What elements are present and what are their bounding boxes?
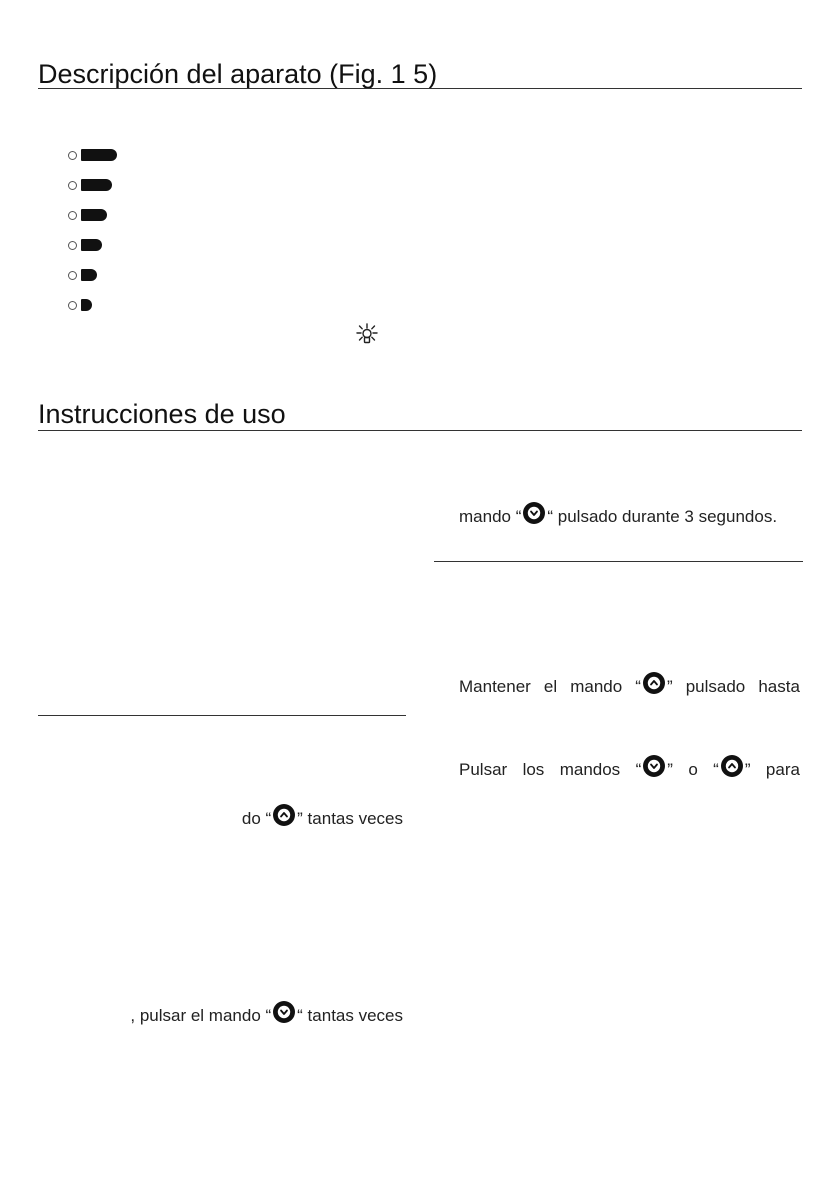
section-title-instructions: Instrucciones de uso [38, 399, 286, 429]
text-fragment: pulsado [685, 677, 746, 696]
text-fragment: mando [570, 677, 623, 696]
text-fragment: “ tantas veces [297, 1006, 403, 1025]
text-fragment: ” [666, 677, 673, 696]
led-ring-icon [68, 301, 77, 310]
led-ring-icon [68, 271, 77, 280]
text-fragment: ” tantas veces [297, 809, 403, 828]
text-fragment: el [543, 677, 558, 696]
led-level-bar-icon [81, 209, 107, 221]
text-fragment: do “ [241, 809, 272, 828]
text-fragment: para [765, 760, 800, 779]
instruction-line [242, 807, 403, 831]
section-title-description: Descripción del aparato (Fig. 1 5) [38, 59, 438, 89]
led-ring-icon [68, 151, 77, 160]
section-divider [38, 88, 802, 89]
quoted-button [636, 758, 673, 782]
instruction-line [459, 675, 800, 699]
quoted-button [635, 675, 672, 699]
led-level-bar-icon [81, 239, 102, 251]
light-bulb-icon [354, 322, 380, 348]
text-fragment: , pulsar el mando “ [130, 1006, 272, 1025]
text-fragment: ” [744, 760, 751, 779]
instruction-line [459, 758, 800, 782]
instruction-line [459, 505, 777, 529]
text-fragment: mando “ [459, 507, 522, 526]
text-fragment: o [688, 760, 698, 779]
up-button-icon [720, 754, 744, 778]
led-ring-icon [68, 241, 77, 250]
text-fragment: “ [635, 760, 642, 779]
text-fragment: ” [667, 760, 673, 779]
text-fragment: “ [635, 677, 641, 696]
text-fragment: Mantener [459, 677, 531, 696]
text-fragment: Pulsar [459, 760, 508, 779]
column-divider-left [38, 715, 406, 716]
text-fragment: los [522, 760, 545, 779]
section-divider [38, 430, 802, 431]
up-button-icon [272, 803, 296, 827]
text-fragment: “ pulsado durante 3 segundos. [547, 507, 778, 526]
led-level-bar-icon [81, 149, 117, 161]
led-level-bar-icon [81, 299, 92, 311]
down-button-icon [642, 754, 666, 778]
text-fragment: “ [713, 760, 719, 779]
led-level-bar-icon [81, 179, 112, 191]
up-button-icon [642, 671, 666, 695]
instruction-line [130, 1004, 403, 1028]
column-divider-right [434, 561, 803, 562]
text-fragment: mandos [559, 760, 621, 779]
quoted-button [713, 758, 750, 782]
down-button-icon [272, 1000, 296, 1024]
led-ring-icon [68, 181, 77, 190]
text-fragment: hasta [758, 677, 800, 696]
led-ring-icon [68, 211, 77, 220]
down-button-icon [522, 501, 546, 525]
led-level-bar-icon [81, 269, 97, 281]
